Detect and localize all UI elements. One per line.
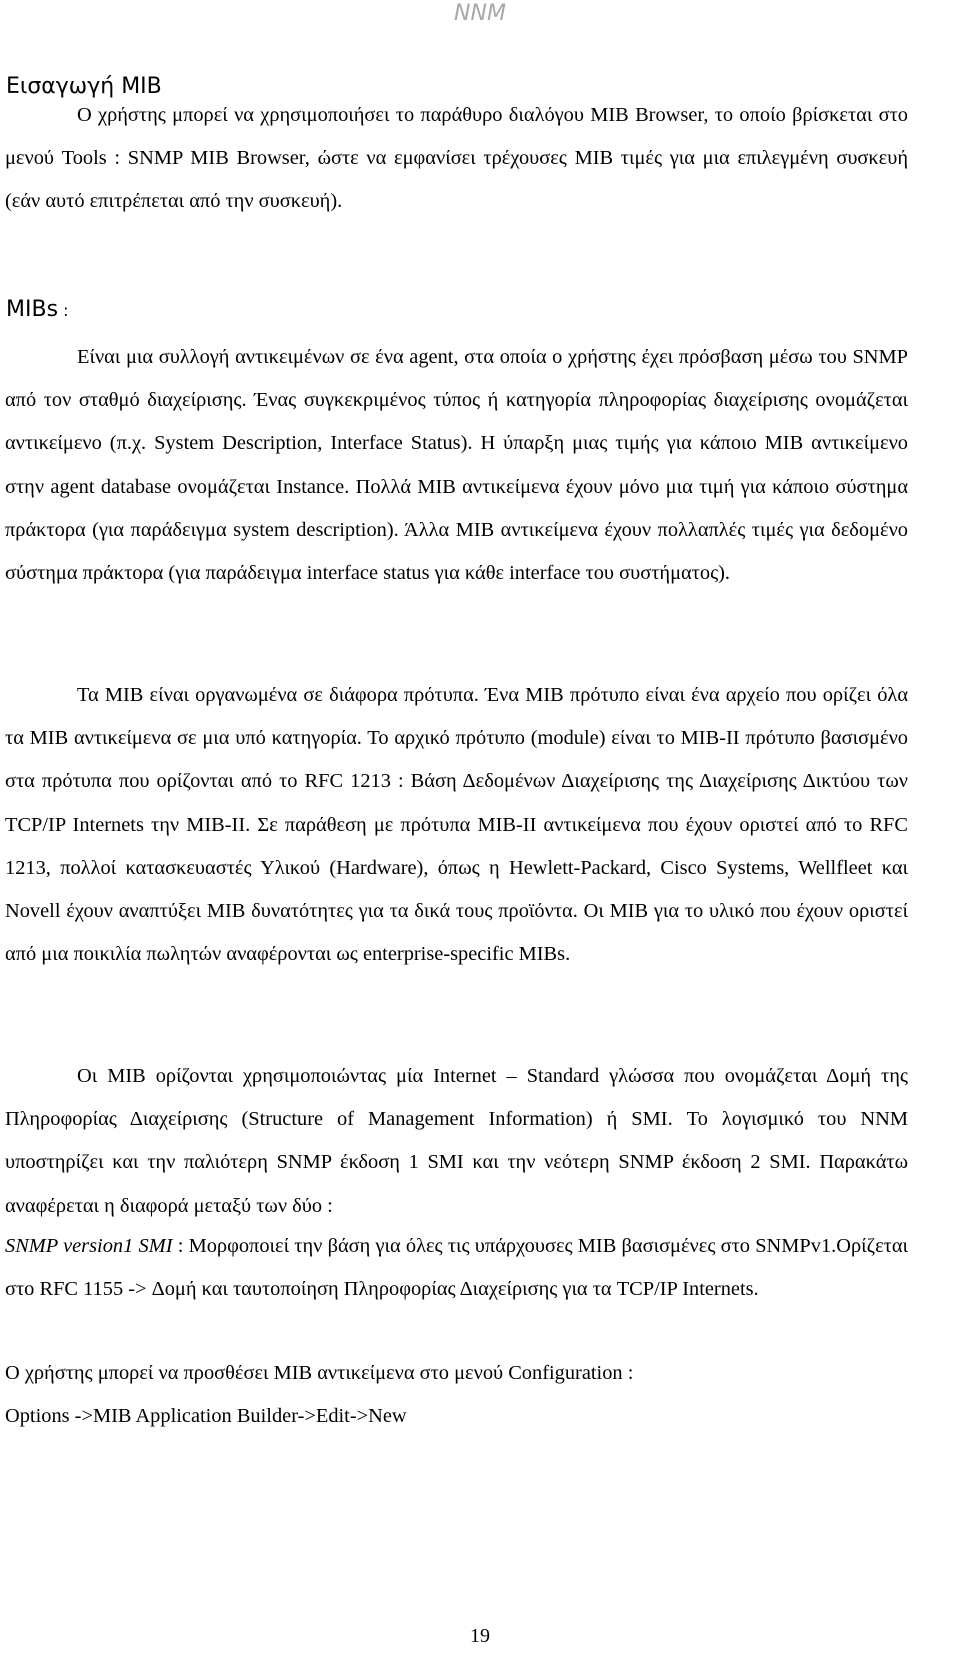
section-heading-mibs-colon: : (58, 301, 69, 320)
menu-path: Options ->MIB Application Builder->Edit->New (5, 1405, 407, 1427)
paragraph-smi-v1 (5, 1225, 908, 1311)
paragraph-mib-modules: Τα MIB είναι οργανωμένα σε διάφορα πρότυπα. Ένα MIB πρότυπο είναι ένα αρχείο που ορίζει όλα τα MIB αντικείμενα σε μια υπό κατηγορία. Το αρχικό πρότυπο (module) είναι το MIB-II πρότυπο βασισμένο στα πρότυπα που ορίζονται από το RFC 1213 : Βάση Δεδομένων Διαχείρισης της Διαχείρισης Δικτύου των TCP/IP Internets την MIB-II. Σε παράθεση με πρότυπα MIB-II αντικείμενα που έχουν οριστεί από το RFC 1213, πολλοί κατασκευαστές Υλικού (Hardware), όπως η Hewlett-Packard, Cisco Systems, Wellfleet και Novell έχουν αναπτύξει MIB δυνατότητες για τα δικά τους προϊόντα. Οι MIB για το υλικό που έχουν οριστεί από μια ποικιλία πωλητών αναφέρονται ως enterprise-specific MIBs. (5, 684, 908, 966)
section-heading-intro: Εισαγωγή MIB (6, 74, 162, 99)
paragraph-add-mib-objects: Ο χρήστης μπορεί να προσθέσει MIB αντικείμενα στο μενού Configuration : (5, 1362, 634, 1384)
running-header: NNM (454, 1, 506, 26)
page-number: 19 (470, 1625, 490, 1647)
term-snmp-v1-smi: SNMP version1 SMI (5, 1235, 173, 1257)
term-snmp-v1-smi-definition: : Μορφοποιεί την βάση για όλες τις υπάρχουσες MIB βασισμένες στο SNMPv1.Ορίζεται στο RFC 1155 -> Δομή και ταυτοποίηση Πληροφορίας Διαχείρισης για τα TCP/IP Internets. (5, 1235, 908, 1301)
section-heading-mibs-title: MIBs (6, 297, 59, 322)
paragraph-mibs-definition: Είναι μια συλλογή αντικειμένων σε ένα agent, στα οποία ο χρήστης έχει πρόσβαση μέσω του SNMP από τον σταθμό διαχείρισης. Ένας συγκεκριμένος τύπος ή κατηγορία πληροφορίας διαχείρισης ονομάζεται αντικείμενο (π.χ. System Description, Interface Status). Η ύπαρξη μιας τιμής για κάποιο MIB αντικείμενο στην agent database ονομάζεται Instance. Πολλά MIB αντικείμενα έχουν μόνο μια τιμή για κάποιο σύστημα πράκτορα (για παράδειγμα system description). Άλλα MIB αντικείμενα έχουν πολλαπλές τιμές για δεδομένο σύστημα πράκτορα (για παράδειγμα interface status για κάθε interface του συστήματος). (5, 346, 908, 585)
paragraph-intro: Ο χρήστης μπορεί να χρησιμοποιήσει το παράθυρο διαλόγου MIB Browser, το οποίο βρίσκεται στο μενού Tools : SNMP MIB Browser, ώστε να εμφανίσει τρέχουσες MIB τιμές για μια επιλεγμένη συσκευή (εάν αυτό επιτρέπεται από την συσκευή). (5, 104, 908, 213)
paragraph-smi: Οι MIB ορίζονται χρησιμοποιώντας μία Internet – Standard γλώσσα που ονομάζεται Δομή της Πληροφορίας Διαχείρισης (Structure of Management Information) ή SMI. Το λογισμικό του NNM υποστηρίζει και την παλιότερη SNMP έκδοση 1 SMI και την νεότερη SNMP έκδοση 2 SMI. Παρακάτω αναφέρεται η διαφορά μεταξύ των δύο : (5, 1065, 908, 1217)
section-heading-mibs (6, 296, 69, 325)
